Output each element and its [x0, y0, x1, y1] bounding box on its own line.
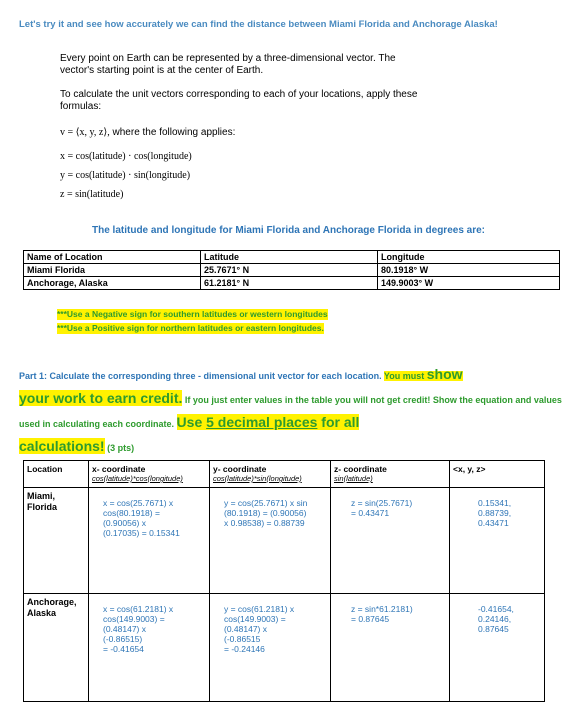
- calc-line: = 0.43471: [351, 508, 390, 518]
- table-header-row: [24, 251, 560, 264]
- header-latitude: Latitude: [201, 251, 378, 264]
- location-name: Alaska: [27, 608, 57, 618]
- intro-paragraph-2: [60, 89, 417, 113]
- header-subtitle: sin(latitude): [334, 474, 373, 483]
- part1-forall-text: for all: [317, 414, 360, 430]
- calc-line: (-0.86515: [224, 634, 261, 644]
- part1-heading: Part 1: Calculate the corresponding three - dimensional unit vector for each location.: [19, 371, 382, 381]
- intro-line: formulas:: [60, 101, 102, 112]
- calc-line: (0.17035) = 0.15341: [103, 528, 180, 538]
- cell-z: [331, 594, 450, 702]
- cell-longitude: 149.9003° W: [378, 277, 560, 290]
- calc-line: (0.48147) x: [103, 624, 146, 634]
- table-row: [24, 594, 545, 702]
- cell-x: [89, 488, 210, 594]
- vector-line: 0.88739,: [478, 508, 512, 518]
- vector-line: 0.87645: [478, 624, 509, 634]
- vector-calculation-table: [23, 460, 545, 702]
- calc-line: y = cos(25.7671) x sin: [224, 498, 308, 508]
- part1-5dp-text: 5 decimal places: [206, 414, 318, 430]
- cell-vector: [450, 594, 545, 702]
- cell-location: [24, 488, 89, 594]
- header-longitude: Longitude: [378, 251, 560, 264]
- calc-line: x = cos(25.7671) x: [103, 498, 174, 508]
- header-title: z- coordinate: [334, 464, 387, 474]
- location-name: Anchorage,: [27, 597, 77, 607]
- location-table: [23, 250, 560, 290]
- calc-line: x 0.98538) = 0.88739: [224, 518, 305, 528]
- vector-line: 0.24146,: [478, 614, 512, 624]
- header-title: x- coordinate: [92, 464, 146, 474]
- part1-credit: your work to earn credit.: [19, 390, 183, 406]
- part1-must-text: You must: [383, 371, 427, 381]
- part1-calculations: calculations!: [19, 438, 105, 454]
- cell-location: [24, 594, 89, 702]
- cell-latitude: 25.7671° N: [201, 264, 378, 277]
- calc-line: = -0.41654: [103, 644, 144, 654]
- latlon-heading: The latitude and longitude for Miami Florida and Anchorage Florida in degrees are:: [92, 225, 486, 236]
- header-vector: [450, 461, 545, 488]
- calc-line: z = sin(25.7671): [351, 498, 413, 508]
- header-z: [331, 461, 450, 488]
- vector-formula-text: where the following applies:: [109, 127, 236, 138]
- calc-line: z = sin*61.2181): [351, 604, 413, 614]
- table-row: [24, 264, 560, 277]
- header-location: [24, 461, 89, 488]
- vector-line: -0.41654,: [478, 604, 514, 614]
- cell-y: [210, 488, 331, 594]
- calc-line: cos(149.9003) =: [224, 614, 286, 624]
- calc-line: (80.1918) = (0.90056): [224, 508, 307, 518]
- header-y: [210, 461, 331, 488]
- page-title: Let's try it and see how accurately we can find the distance between Miami Florida and Anchorage Alaska!: [19, 19, 498, 30]
- header-name: Name of Location: [24, 251, 201, 264]
- formula-z: z = sin(latitude): [60, 189, 124, 200]
- part1-must: [383, 366, 463, 382]
- header-subtitle: cos(latitude)*cos(longitude): [92, 474, 183, 483]
- calc-line: cos(80.1918) =: [103, 508, 160, 518]
- header-title: y- coordinate: [213, 464, 267, 474]
- calc-line: y = cos(61.2181) x: [224, 604, 295, 614]
- intro-line: To calculate the unit vectors corresponding to each of your locations, apply these: [60, 89, 418, 100]
- vector-formula: v = ⟨x, y, z⟩,: [60, 127, 110, 138]
- cell-x: [89, 594, 210, 702]
- cell-vector: [450, 488, 545, 594]
- calc-line: cos(149.9003) =: [103, 614, 165, 624]
- calc-line: (-0.86515): [103, 634, 143, 644]
- part1-decimal-note: [177, 414, 360, 430]
- cell-name: Miami Florida: [24, 264, 201, 277]
- vector-line: 0.15341,: [478, 498, 512, 508]
- note-negative: ***Use a Negative sign for southern latitudes or western longitudes: [57, 309, 328, 319]
- calc-line: x = cos(61.2181) x: [103, 604, 174, 614]
- location-name: Florida: [27, 502, 58, 512]
- table-row: [24, 488, 545, 594]
- cell-z: [331, 488, 450, 594]
- location-name: Miami,: [27, 491, 56, 501]
- part1-points: (3 pts): [104, 443, 135, 453]
- part1-instructions: [19, 363, 564, 459]
- intro-line: Every point on Earth can be represented by a three-dimensional vector. The: [60, 53, 396, 64]
- formula-y: y = cos(latitude) · sin(longitude): [60, 170, 191, 181]
- intro-paragraph-1: [60, 53, 396, 77]
- note-positive: ***Use a Positive sign for northern latitudes or eastern longitudes.: [57, 323, 324, 333]
- calc-line: = 0.87645: [351, 614, 390, 624]
- cell-longitude: 80.1918° W: [378, 264, 560, 277]
- header-title: <x, y, z>: [453, 464, 486, 474]
- calc-line: (0.90056) x: [103, 518, 146, 528]
- header-subtitle: cos(latitude)*sin(longitude): [213, 474, 302, 483]
- table-header-row: [24, 461, 545, 488]
- header-x: [89, 461, 210, 488]
- part1-warning: If you just enter values in the table you will not get credit! Show the equation and values used in calculating each coordinate.: [19, 395, 562, 429]
- part1-show-text: show: [426, 366, 463, 382]
- calc-line: (0.48147) x: [224, 624, 267, 634]
- vector-line: 0.43471: [478, 518, 509, 528]
- intro-line: vector's starting point is at the center of Earth.: [60, 65, 264, 76]
- calc-line: = -0.24146: [224, 644, 265, 654]
- header-title: Location: [27, 464, 63, 474]
- cell-name: Anchorage, Alaska: [24, 277, 201, 290]
- cell-latitude: 61.2181° N: [201, 277, 378, 290]
- table-row: [24, 277, 560, 290]
- formula-x: x = cos(latitude) · cos(longitude): [60, 151, 192, 162]
- vector-definition: [60, 127, 235, 138]
- part1-use-text: Use: [176, 414, 207, 430]
- cell-y: [210, 594, 331, 702]
